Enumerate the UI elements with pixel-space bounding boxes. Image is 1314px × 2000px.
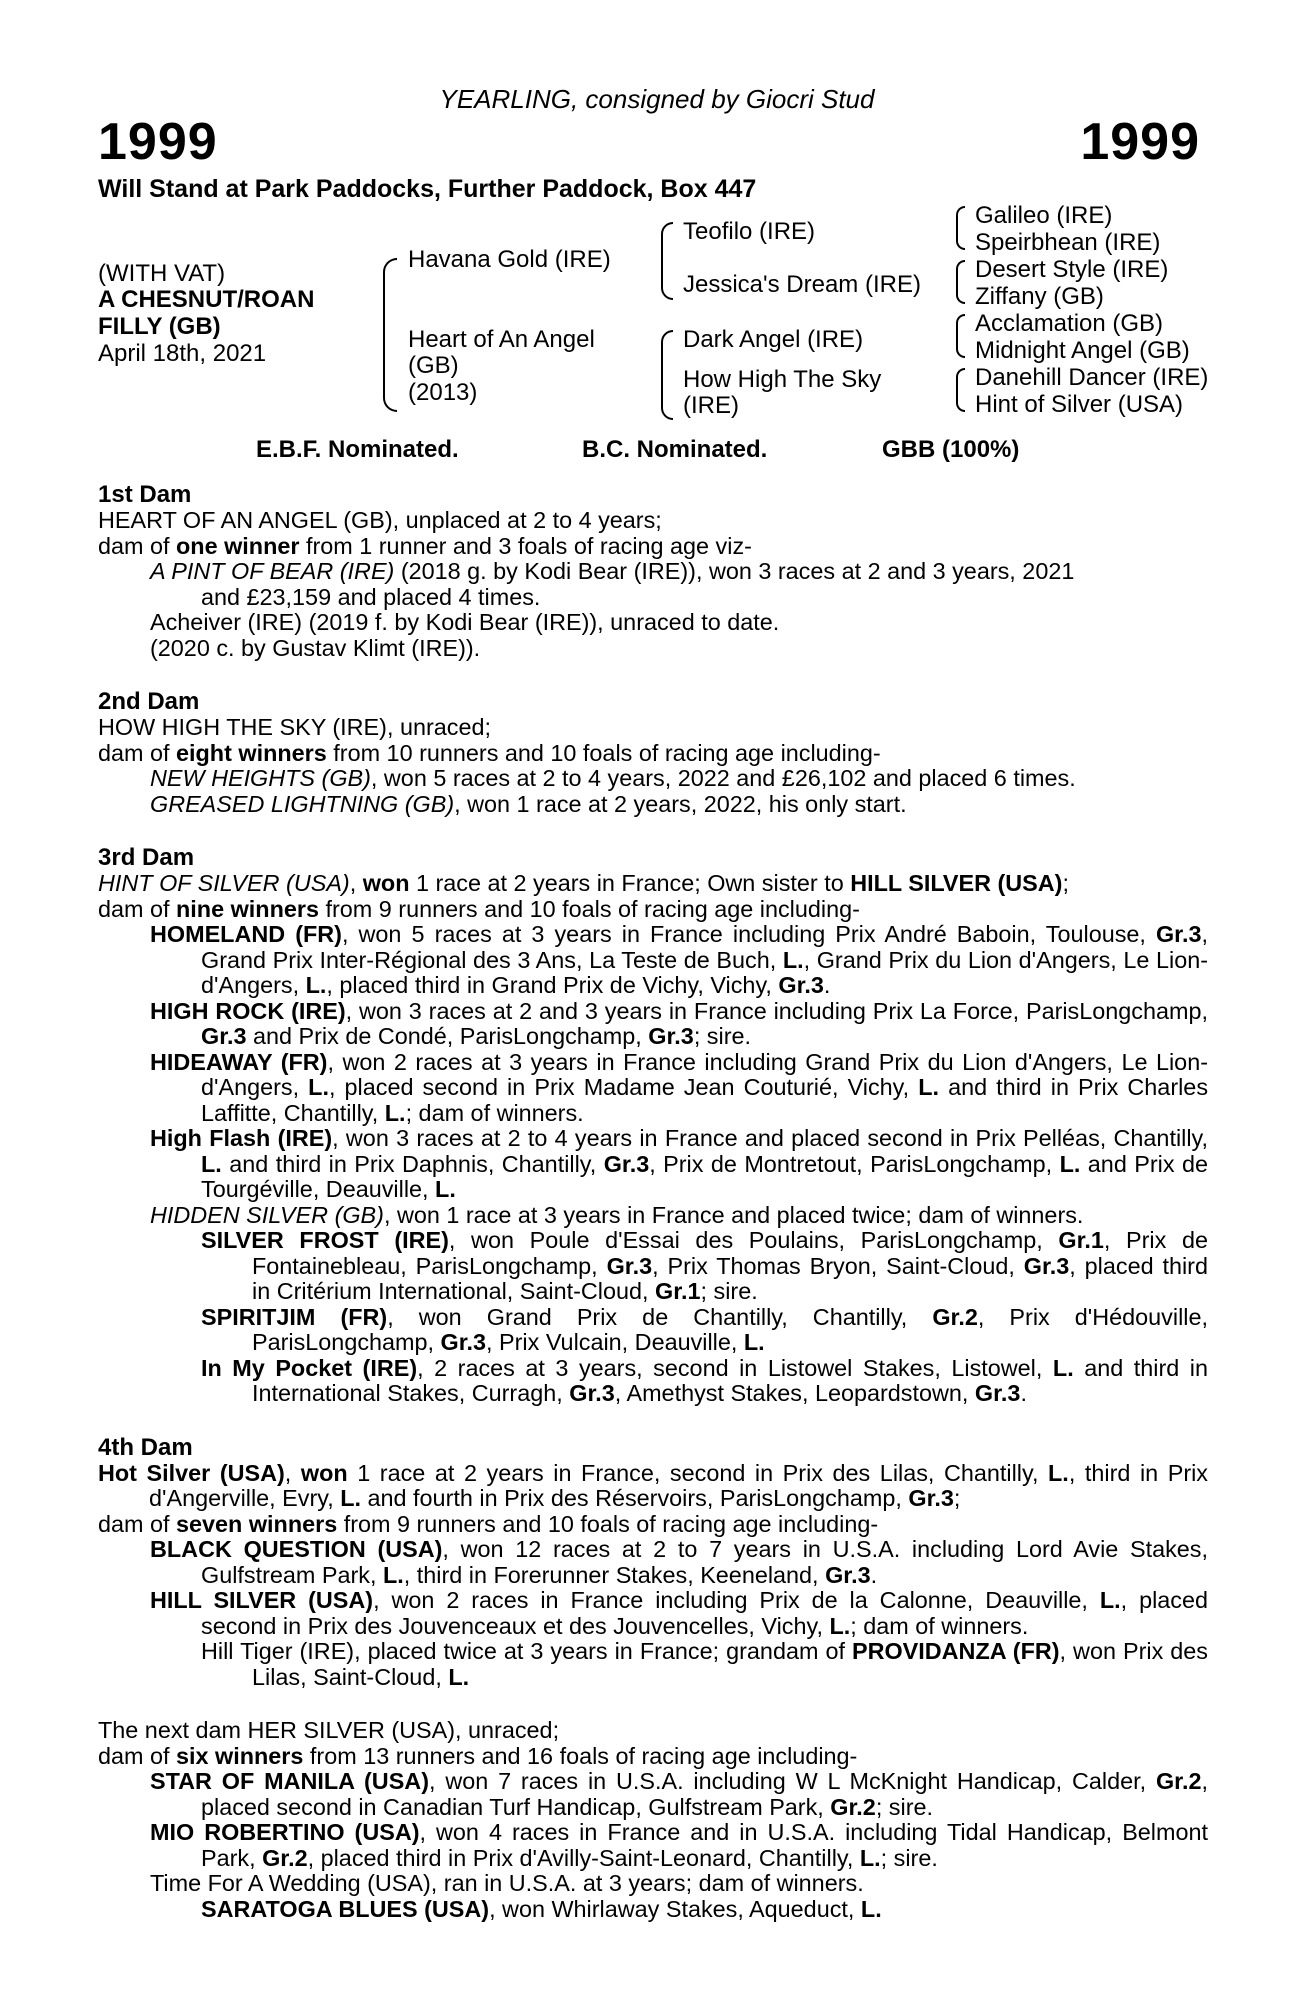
gbb-status: GBB (100%)	[882, 436, 1020, 463]
grand-produce-entry: Hill Tiger (IRE), placed twice at 3 years in France; grandam of PROVIDANZA (FR), won Prix des Lilas, Saint-Cloud, L.	[201, 1638, 1208, 1690]
grandsire-2: Dark Angel (IRE)	[683, 326, 864, 353]
produce-entry: Time For A Wedding (USA), ran in U.S.A. at 3 years; dam of winners.	[150, 1870, 864, 1896]
granddam-2-line2: (IRE)	[683, 392, 739, 419]
bc-nomination: B.C. Nominated.	[582, 436, 768, 463]
produce-entry: HIDEAWAY (FR), won 2 races at 3 years in France including Grand Prix du Lion d'Angers, Le Lion-d'Angers, L., placed second in Prix Madame Jean Couturié, Vichy, L. and third in Prix Charles Laffitte, Chantilly, L.; dam of winners.	[150, 1048, 1209, 1126]
first-dam-section	[98, 482, 1208, 661]
pedigree-notes	[98, 482, 1208, 1950]
section-heading: 3rd Dam	[98, 844, 195, 871]
section-heading: 2nd Dam	[98, 688, 200, 715]
great-grandparent-7: Danehill Dancer (IRE)	[975, 364, 1209, 391]
great-grandparent-5: Acclamation (GB)	[975, 310, 1164, 337]
dam-line: HOW HIGH THE SKY (IRE), unraced;	[98, 714, 491, 740]
pedigree-brace-main	[383, 258, 397, 412]
produce-entry: (2020 c. by Gustav Klimt (IRE)).	[150, 634, 481, 661]
pedigree-brace-ggs1	[956, 206, 965, 250]
produce-summary: dam of nine winners from 9 runners and 10 foals of racing age including-	[98, 895, 860, 922]
produce-entry: HOMELAND (FR), won 5 races at 3 years in France including Prix André Baboin, Toulouse, Gr.3, Grand Prix Inter-Régional des 3 Ans, La Teste de Buch, L., Grand Prix du Lion d'Angers, Le Lion-d'Angers, L., placed third in Grand Prix de Vichy, Vichy, Gr.3.	[150, 921, 1208, 998]
grand-produce-entry: SPIRITJIM (FR), won Grand Prix de Chantilly, Chantilly, Gr.2, Prix d'Hédouville, ParisLongchamp, Gr.3, Prix Vulcain, Deauville, L.	[201, 1303, 1208, 1355]
dam-line: Hot Silver (USA), won 1 race at 2 years in France, second in Prix des Lilas, Chantilly, L., third in Prix d'Angerville, Evry, L. and fourth in Prix des Réservoirs, ParisLongchamp, Gr.3;	[98, 1459, 1209, 1511]
produce-entry: High Flash (IRE), won 3 races at 2 to 4 years in France and placed second in Prix Pelléas, Chantilly, L. and third in Prix Daphnis, Chantilly, Gr.3, Prix de Montretout, ParisLongchamp, L. and Prix de Tourgéville, Deauville, L.	[150, 1125, 1209, 1202]
pedigree-brace-dam	[661, 330, 673, 420]
fifth-dam-section	[98, 1718, 1208, 1922]
vat-note: (WITH VAT)	[98, 260, 226, 287]
produce-entry: Acheiver (IRE) (2019 f. by Kodi Bear (IRE)), unraced to date.	[150, 609, 780, 635]
ebf-nomination: E.B.F. Nominated.	[256, 436, 459, 463]
dam-line1: Heart of An Angel	[408, 326, 595, 353]
granddam-2-line1: How High The Sky	[683, 366, 882, 393]
consignment-line: YEARLING, consigned by Giocri Stud	[439, 84, 875, 114]
great-grandparent-4: Ziffany (GB)	[975, 283, 1104, 310]
produce-entry: GREASED LIGHTNING (GB), won 1 race at 2 years, 2022, his only start.	[150, 790, 907, 817]
foaling-date: April 18th, 2021	[98, 340, 267, 367]
produce-entry: HIGH ROCK (IRE), won 3 races at 2 and 3 years in France including Prix La Force, ParisLongchamp, Gr.3 and Prix de Condé, ParisLongchamp, Gr.3; sire.	[150, 997, 1208, 1049]
produce-entry: BLACK QUESTION (USA), won 12 races at 2 to 7 years in U.S.A. including Lord Avie Stakes, Gulfstream Park, L., third in Forerunner Stakes, Keeneland, Gr.3.	[150, 1536, 1208, 1588]
fourth-dam-section	[98, 1435, 1208, 1691]
produce-entry: A PINT OF BEAR (IRE) (2018 g. by Kodi Bear (IRE)), won 3 races at 2 and 3 years, 2021	[150, 558, 1075, 584]
produce-entry: MIO ROBERTINO (USA), won 4 races in France and in U.S.A. including Tidal Handicap, Belmont Park, Gr.2, placed third in Prix d'Avilly-Saint-Leonard, Chantilly, L.; sire.	[150, 1819, 1208, 1871]
lot-number-right: 1999	[1080, 113, 1200, 171]
dam-line: HINT OF SILVER (USA), won 1 race at 2 years in France; Own sister to HILL SILVER (USA);	[98, 870, 1069, 896]
third-dam-section	[98, 845, 1208, 1407]
dam-line2: (GB)	[408, 352, 459, 379]
pedigree-brace-ggs4	[956, 368, 965, 412]
lot-number-left: 1999	[98, 113, 218, 171]
grand-produce-entry: SARATOGA BLUES (USA), won Whirlaway Stakes, Aqueduct, L.	[201, 1895, 882, 1922]
grand-produce-entry: SILVER FROST (IRE), won Poule d'Essai des Poulains, ParisLongchamp, Gr.1, Prix de Fontainebleau, ParisLongchamp, Gr.3, Prix Thomas Bryon, Saint-Cloud, Gr.3, placed third in Critérium International, Saint-Cloud, Gr.1; sire.	[201, 1227, 1209, 1304]
pedigree-brace-ggs2	[956, 260, 965, 304]
great-grandparent-2: Speirbhean (IRE)	[975, 229, 1161, 256]
granddam-1: Jessica's Dream (IRE)	[683, 271, 921, 298]
great-grandparent-6: Midnight Angel (GB)	[975, 337, 1190, 364]
produce-entry: HIDDEN SILVER (GB), won 1 race at 3 years in France and placed twice; dam of winners.	[150, 1201, 1084, 1228]
produce-entry: NEW HEIGHTS (GB), won 5 races at 2 to 4 years, 2022 and £26,102 and placed 6 times.	[150, 765, 1076, 791]
great-grandparent-3: Desert Style (IRE)	[975, 256, 1169, 283]
grand-produce-entry: In My Pocket (IRE), 2 races at 3 years, second in Listowel Stakes, Listowel, L. and third in International Stakes, Curragh, Gr.3, Amethyst Stakes, Leopardstown, Gr.3.	[201, 1354, 1208, 1406]
produce-entry: STAR OF MANILA (USA), won 7 races in U.S.A. including W L McKnight Handicap, Calder, Gr.2, placed second in Canadian Turf Handicap, Gulfstream Park, Gr.2; sire.	[150, 1768, 1208, 1820]
produce-summary: dam of eight winners from 10 runners and 10 foals of racing age including-	[98, 739, 881, 766]
pedigree-brace-ggs3	[956, 314, 965, 358]
section-heading: 4th Dam	[98, 1433, 193, 1461]
great-grandparent-8: Hint of Silver (USA)	[975, 391, 1184, 418]
dam-line3: (2013)	[408, 379, 478, 406]
horse-name-line2: FILLY (GB)	[98, 313, 221, 340]
produce-entry-cont: and £23,159 and placed 4 times.	[201, 583, 541, 610]
horse-name-line1: A CHESNUT/ROAN	[98, 286, 315, 313]
sire: Havana Gold (IRE)	[408, 246, 611, 273]
grandsire-1: Teofilo (IRE)	[683, 218, 816, 245]
produce-summary: dam of six winners from 13 runners and 16 foals of racing age including-	[98, 1742, 858, 1769]
produce-summary: dam of seven winners from 9 runners and 10 foals of racing age including-	[98, 1510, 879, 1537]
section-heading: 1st Dam	[98, 481, 192, 508]
pedigree-brace-sire	[661, 222, 673, 300]
dam-line: The next dam HER SILVER (USA), unraced;	[98, 1717, 560, 1743]
produce-entry: HILL SILVER (USA), won 2 races in France including Prix de la Calonne, Deauville, L., placed second in Prix des Jouvenceaux et des Jouvencelles, Vichy, L.; dam of winners.	[150, 1587, 1208, 1639]
produce-summary: dam of one winner from 1 runner and 3 foals of racing age viz-	[98, 532, 752, 559]
great-grandparent-1: Galileo (IRE)	[975, 202, 1113, 229]
second-dam-section	[98, 689, 1208, 817]
dam-line: HEART OF AN ANGEL (GB), unplaced at 2 to 4 years;	[98, 507, 662, 533]
stabling-location: Will Stand at Park Paddocks, Further Paddock, Box 447	[98, 175, 757, 203]
